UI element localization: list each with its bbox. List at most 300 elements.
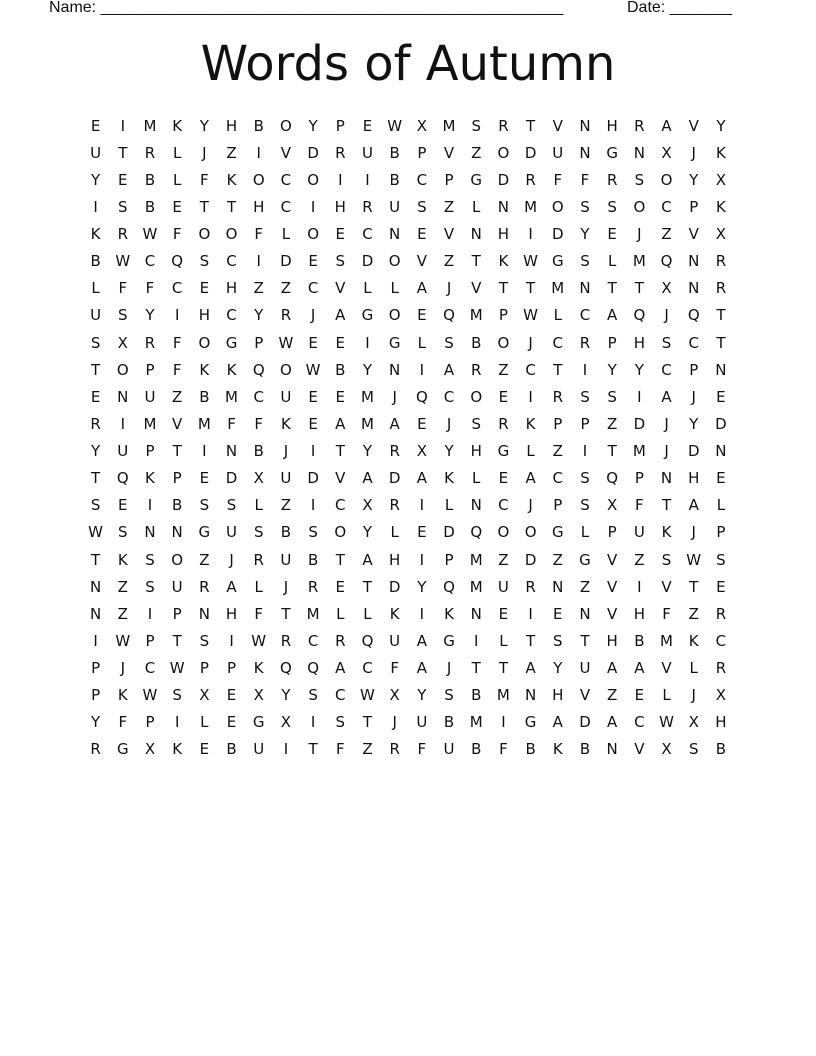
grid-letter: V [607,604,618,623]
grid-letter: V [661,659,672,678]
grid-letter: W [305,360,321,379]
grid-letter: T [335,442,345,461]
grid-letter: E [417,414,427,433]
grid-letter: F [254,414,264,433]
grid-letter: R [90,414,101,433]
grid-letter: I [147,604,153,623]
grid-letter: J [664,306,669,325]
grid-letter: R [389,496,400,515]
grid-letter: C [307,279,319,298]
grid-letter: L [254,496,263,515]
grid-letter: V [172,414,183,433]
grid-letter: J [202,143,207,162]
grid-letter: M [469,550,483,569]
grid-letter: Q [171,252,184,271]
grid-letter: Z [607,414,618,433]
grid-letter: U [90,143,102,162]
grid-letter: X [661,279,672,298]
grid-letter: V [688,225,699,244]
grid-letter: W [115,631,131,650]
grid-letter: K [117,550,128,569]
grid-letter: I [338,170,343,189]
grid-letter: I [582,442,588,461]
grid-letter: E [362,116,373,135]
grid-letter: Q [252,360,265,379]
grid-letter: F [254,225,264,244]
grid-letter: X [715,225,727,244]
word-search-grid [82,112,734,763]
grid-letter: L [363,279,372,298]
grid-letter: P [716,523,726,542]
grid-letter: N [579,116,591,135]
grid-letter: R [117,225,128,244]
grid-letter: H [253,197,265,216]
grid-letter: V [443,225,455,244]
grid-letter: N [524,686,537,705]
grid-letter: J [310,306,316,325]
grid-row [82,438,734,465]
grid-letter: D [715,414,727,433]
grid-letter: N [497,197,510,216]
grid-letter: R [389,740,400,759]
grid-letter: O [497,333,510,352]
grid-letter: N [579,143,591,162]
grid-letter: C [335,496,346,515]
grid-letter: B [389,143,400,162]
grid-letter: V [471,279,482,298]
grid-letter: B [307,550,319,569]
grid-letter: N [470,496,482,515]
grid-letter: U [280,550,292,569]
grid-letter: E [417,523,427,542]
grid-letter: E [118,170,128,189]
grid-letter: Z [117,604,128,623]
grid-letter: Y [689,170,699,189]
grid-letter: O [252,170,265,189]
grid-letter: N [579,604,591,623]
grid-letter: Z [552,550,563,569]
grid-letter: M [306,604,320,623]
grid-letter: M [632,442,646,461]
grid-letter: A [362,550,373,569]
grid-letter: F [200,170,209,189]
grid-row [82,492,734,519]
grid-letter: E [308,333,318,352]
grid-letter: L [336,604,345,623]
grid-letter: L [662,686,671,705]
grid-letter: K [715,197,726,216]
grid-letter: N [225,442,238,461]
grid-letter: R [715,279,727,298]
grid-letter: S [444,686,454,705]
grid-letter: R [525,577,536,596]
grid-letter: T [689,577,699,596]
grid-letter: C [661,197,672,216]
grid-letter: N [715,360,727,379]
grid-letter: F [118,279,128,298]
grid-letter: M [469,713,483,732]
grid-letter: B [90,252,101,271]
grid-letter: P [172,469,182,488]
grid-letter: Q [470,523,483,542]
grid-letter: Z [443,252,455,271]
grid-letter: W [88,523,104,542]
grid-row [82,302,734,329]
grid-letter: T [498,279,508,298]
grid-letter: X [688,713,699,732]
grid-letter: Z [688,604,699,623]
grid-letter: P [689,197,699,216]
grid-letter: V [634,740,645,759]
grid-letter: M [660,631,673,650]
grid-letter: U [117,442,129,461]
grid-letter: L [363,604,372,623]
grid-letter: A [607,306,618,325]
grid-letter: S [308,686,318,705]
grid-letter: N [470,604,482,623]
grid-letter: J [283,442,289,461]
grid-letter: G [361,306,374,325]
grid-letter: P [254,333,264,352]
grid-letter: L [444,496,454,515]
grid-letter: P [607,333,617,352]
grid-letter: K [525,414,536,433]
grid-letter: B [226,740,237,759]
grid-letter: Q [307,659,319,678]
grid-letter: F [172,225,182,244]
grid-letter: E [335,387,346,406]
grid-letter: T [526,631,536,650]
grid-letter: Y [634,360,644,379]
grid-letter: B [199,387,210,406]
grid-letter: C [552,469,564,488]
grid-letter: Z [661,225,672,244]
grid-letter: Z [226,143,237,162]
grid-letter: S [580,496,590,515]
grid-letter: V [688,116,699,135]
grid-letter: N [715,442,727,461]
grid-row [82,193,734,220]
grid-letter: W [659,713,674,732]
grid-letter: C [688,333,699,352]
grid-letter: P [172,604,182,623]
grid-letter: J [392,387,397,406]
grid-letter: E [172,197,182,216]
grid-letter: R [144,143,156,162]
grid-letter: T [471,252,481,271]
grid-letter: J [120,659,125,678]
grid-letter: O [551,197,564,216]
grid-letter: K [172,740,183,759]
grid-letter: P [607,523,617,542]
grid-letter: G [579,550,591,569]
grid-letter: X [389,686,400,705]
grid-letter: L [499,631,508,650]
grid-letter: Y [362,360,373,379]
grid-letter: P [634,469,644,488]
grid-letter: Y [145,306,155,325]
grid-letter: S [661,333,672,352]
grid-letter: S [226,496,237,515]
grid-letter: E [335,333,346,352]
grid-letter: Z [579,577,591,596]
grid-letter: D [443,523,455,542]
grid-letter: O [307,170,319,189]
grid-letter: D [307,469,319,488]
grid-letter: E [308,252,318,271]
grid-letter: T [607,279,617,298]
grid-letter: W [251,631,267,650]
grid-letter: N [606,740,618,759]
grid-letter: E [226,713,237,732]
grid-letter: G [606,143,618,162]
grid-letter: L [472,197,481,216]
grid-letter: F [172,360,182,379]
grid-letter: L [553,306,562,325]
grid-letter: A [362,469,373,488]
grid-letter: D [579,713,591,732]
grid-letter: T [91,469,101,488]
grid-letter: Y [254,306,264,325]
grid-letter: K [199,360,210,379]
grid-letter: I [120,414,125,433]
grid-letter: K [145,469,155,488]
grid-letter: F [580,170,590,189]
grid-letter: S [553,631,563,650]
grid-letter: E [716,469,726,488]
grid-letter: E [90,116,101,135]
grid-letter: E [553,604,563,623]
grid-letter: S [580,197,590,216]
grid-letter: P [444,170,454,189]
grid-letter: Q [280,659,292,678]
grid-letter: S [607,197,617,216]
grid-letter: R [498,414,509,433]
grid-letter: A [416,631,427,650]
grid-letter: C [634,713,645,732]
grid-letter: N [89,577,102,596]
grid-letter: H [606,116,618,135]
grid-row [82,736,734,763]
grid-letter: I [310,197,316,216]
grid-letter: R [307,577,319,596]
grid-letter: I [256,252,261,271]
grid-letter: E [199,740,210,759]
grid-letter: H [715,713,727,732]
grid-letter: P [91,686,101,705]
grid-letter: R [715,659,727,678]
grid-letter: Q [606,469,619,488]
grid-letter: D [552,225,564,244]
grid-letter: R [389,442,400,461]
grid-row [82,166,734,193]
grid-letter: N [688,252,700,271]
grid-letter: O [660,170,673,189]
grid-letter: S [118,197,128,216]
grid-letter: X [715,686,727,705]
grid-letter: X [144,740,156,759]
grid-letter: W [169,659,185,678]
grid-letter: U [226,523,238,542]
grid-letter: B [471,333,482,352]
grid-letter: O [198,225,211,244]
grid-letter: D [633,414,646,433]
grid-letter: L [607,252,617,271]
grid-letter: N [389,360,401,379]
grid-letter: G [497,442,510,461]
grid-letter: Z [280,496,292,515]
grid-letter: G [116,740,129,759]
grid-letter: B [144,170,156,189]
grid-letter: M [496,686,510,705]
grid-letter: I [310,713,316,732]
grid-letter: R [498,116,509,135]
grid-letter: H [470,442,482,461]
grid-letter: T [199,197,209,216]
grid-letter: W [523,252,539,271]
grid-letter: S [308,523,318,542]
grid-letter: R [144,333,156,352]
grid-letter: C [171,279,183,298]
grid-letter: P [553,414,563,433]
grid-letter: R [634,116,645,135]
grid-letter: O [280,360,292,379]
grid-letter: S [145,550,155,569]
grid-letter: O [334,523,347,542]
grid-letter: A [335,306,346,325]
grid-letter: L [200,713,209,732]
grid-letter: U [253,740,265,759]
grid-letter: T [526,279,536,298]
grid-letter: X [253,469,264,488]
grid-letter: T [172,631,182,650]
grid-letter: Z [253,279,264,298]
grid-letter: V [335,469,346,488]
grid-row [82,248,734,275]
grid-letter: K [226,360,237,379]
grid-letter: Y [607,360,617,379]
grid-letter: I [419,496,425,515]
grid-letter: X [715,170,727,189]
grid-letter: Z [607,686,618,705]
grid-letter: S [688,740,699,759]
grid-letter: J [528,496,533,515]
grid-letter: R [362,197,373,216]
grid-letter: T [281,604,291,623]
grid-letter: V [579,686,591,705]
grid-letter: H [633,333,645,352]
grid-letter: S [253,523,264,542]
grid-row [82,546,734,573]
grid-letter: S [716,550,726,569]
grid-letter: F [335,740,345,759]
grid-letter: I [528,387,533,406]
grid-letter: L [281,225,291,244]
grid-letter: A [688,496,699,515]
grid-letter: D [388,577,401,596]
grid-letter: S [471,116,481,135]
grid-letter: W [115,252,131,271]
grid-letter: S [199,252,210,271]
grid-letter: N [633,143,645,162]
grid-letter: L [472,469,481,488]
grid-letter: Y [553,659,563,678]
grid-letter: O [225,225,238,244]
grid-letter: P [417,143,427,162]
grid-letter: C [579,306,591,325]
grid-letter: I [501,713,506,732]
grid-letter: X [416,116,427,135]
grid-letter: H [633,604,645,623]
grid-row [82,329,734,356]
grid-letter: I [419,604,425,623]
grid-letter: S [118,306,128,325]
grid-letter: T [362,577,373,596]
grid-letter: Q [687,306,700,325]
grid-letter: Z [471,143,482,162]
grid-letter: Y [91,442,101,461]
grid-letter: K [280,414,291,433]
grid-letter: B [389,170,400,189]
grid-row [82,709,734,736]
grid-letter: F [553,170,563,189]
grid-letter: S [661,550,672,569]
grid-row [82,519,734,546]
grid-letter: E [118,496,128,515]
grid-letter: B [634,631,645,650]
grid-letter: F [635,496,644,515]
grid-letter: J [229,550,234,569]
grid-letter: I [528,604,533,623]
grid-letter: L [689,659,698,678]
grid-letter: I [174,306,180,325]
grid-letter: A [607,713,618,732]
grid-letter: G [388,333,401,352]
grid-letter: R [335,143,346,162]
grid-letter: J [637,225,642,244]
grid-letter: Y [417,577,427,596]
grid-letter: R [335,631,346,650]
grid-letter: O [470,387,483,406]
grid-letter: I [256,143,261,162]
grid-letter: D [361,252,374,271]
grid-letter: R [715,604,727,623]
grid-letter: H [198,306,210,325]
grid-letter: C [525,360,536,379]
grid-letter: B [172,496,183,515]
grid-letter: S [417,197,427,216]
grid-letter: D [388,469,401,488]
grid-letter: N [198,604,210,623]
grid-letter: K [117,686,128,705]
grid-letter: M [469,577,483,596]
grid-letter: X [199,686,210,705]
grid-letter: I [147,496,153,515]
grid-letter: L [172,170,182,189]
grid-letter: S [199,496,210,515]
grid-letter: S [634,170,645,189]
grid-letter: C [144,659,156,678]
grid-letter: C [362,659,373,678]
grid-letter: J [283,577,289,596]
grid-letter: P [335,116,345,135]
grid-letter: Z [498,360,509,379]
grid-letter: M [632,252,646,271]
grid-letter: U [90,306,102,325]
grid-letter: Z [362,740,373,759]
grid-letter: Y [362,442,373,461]
grid-letter: E [417,225,427,244]
